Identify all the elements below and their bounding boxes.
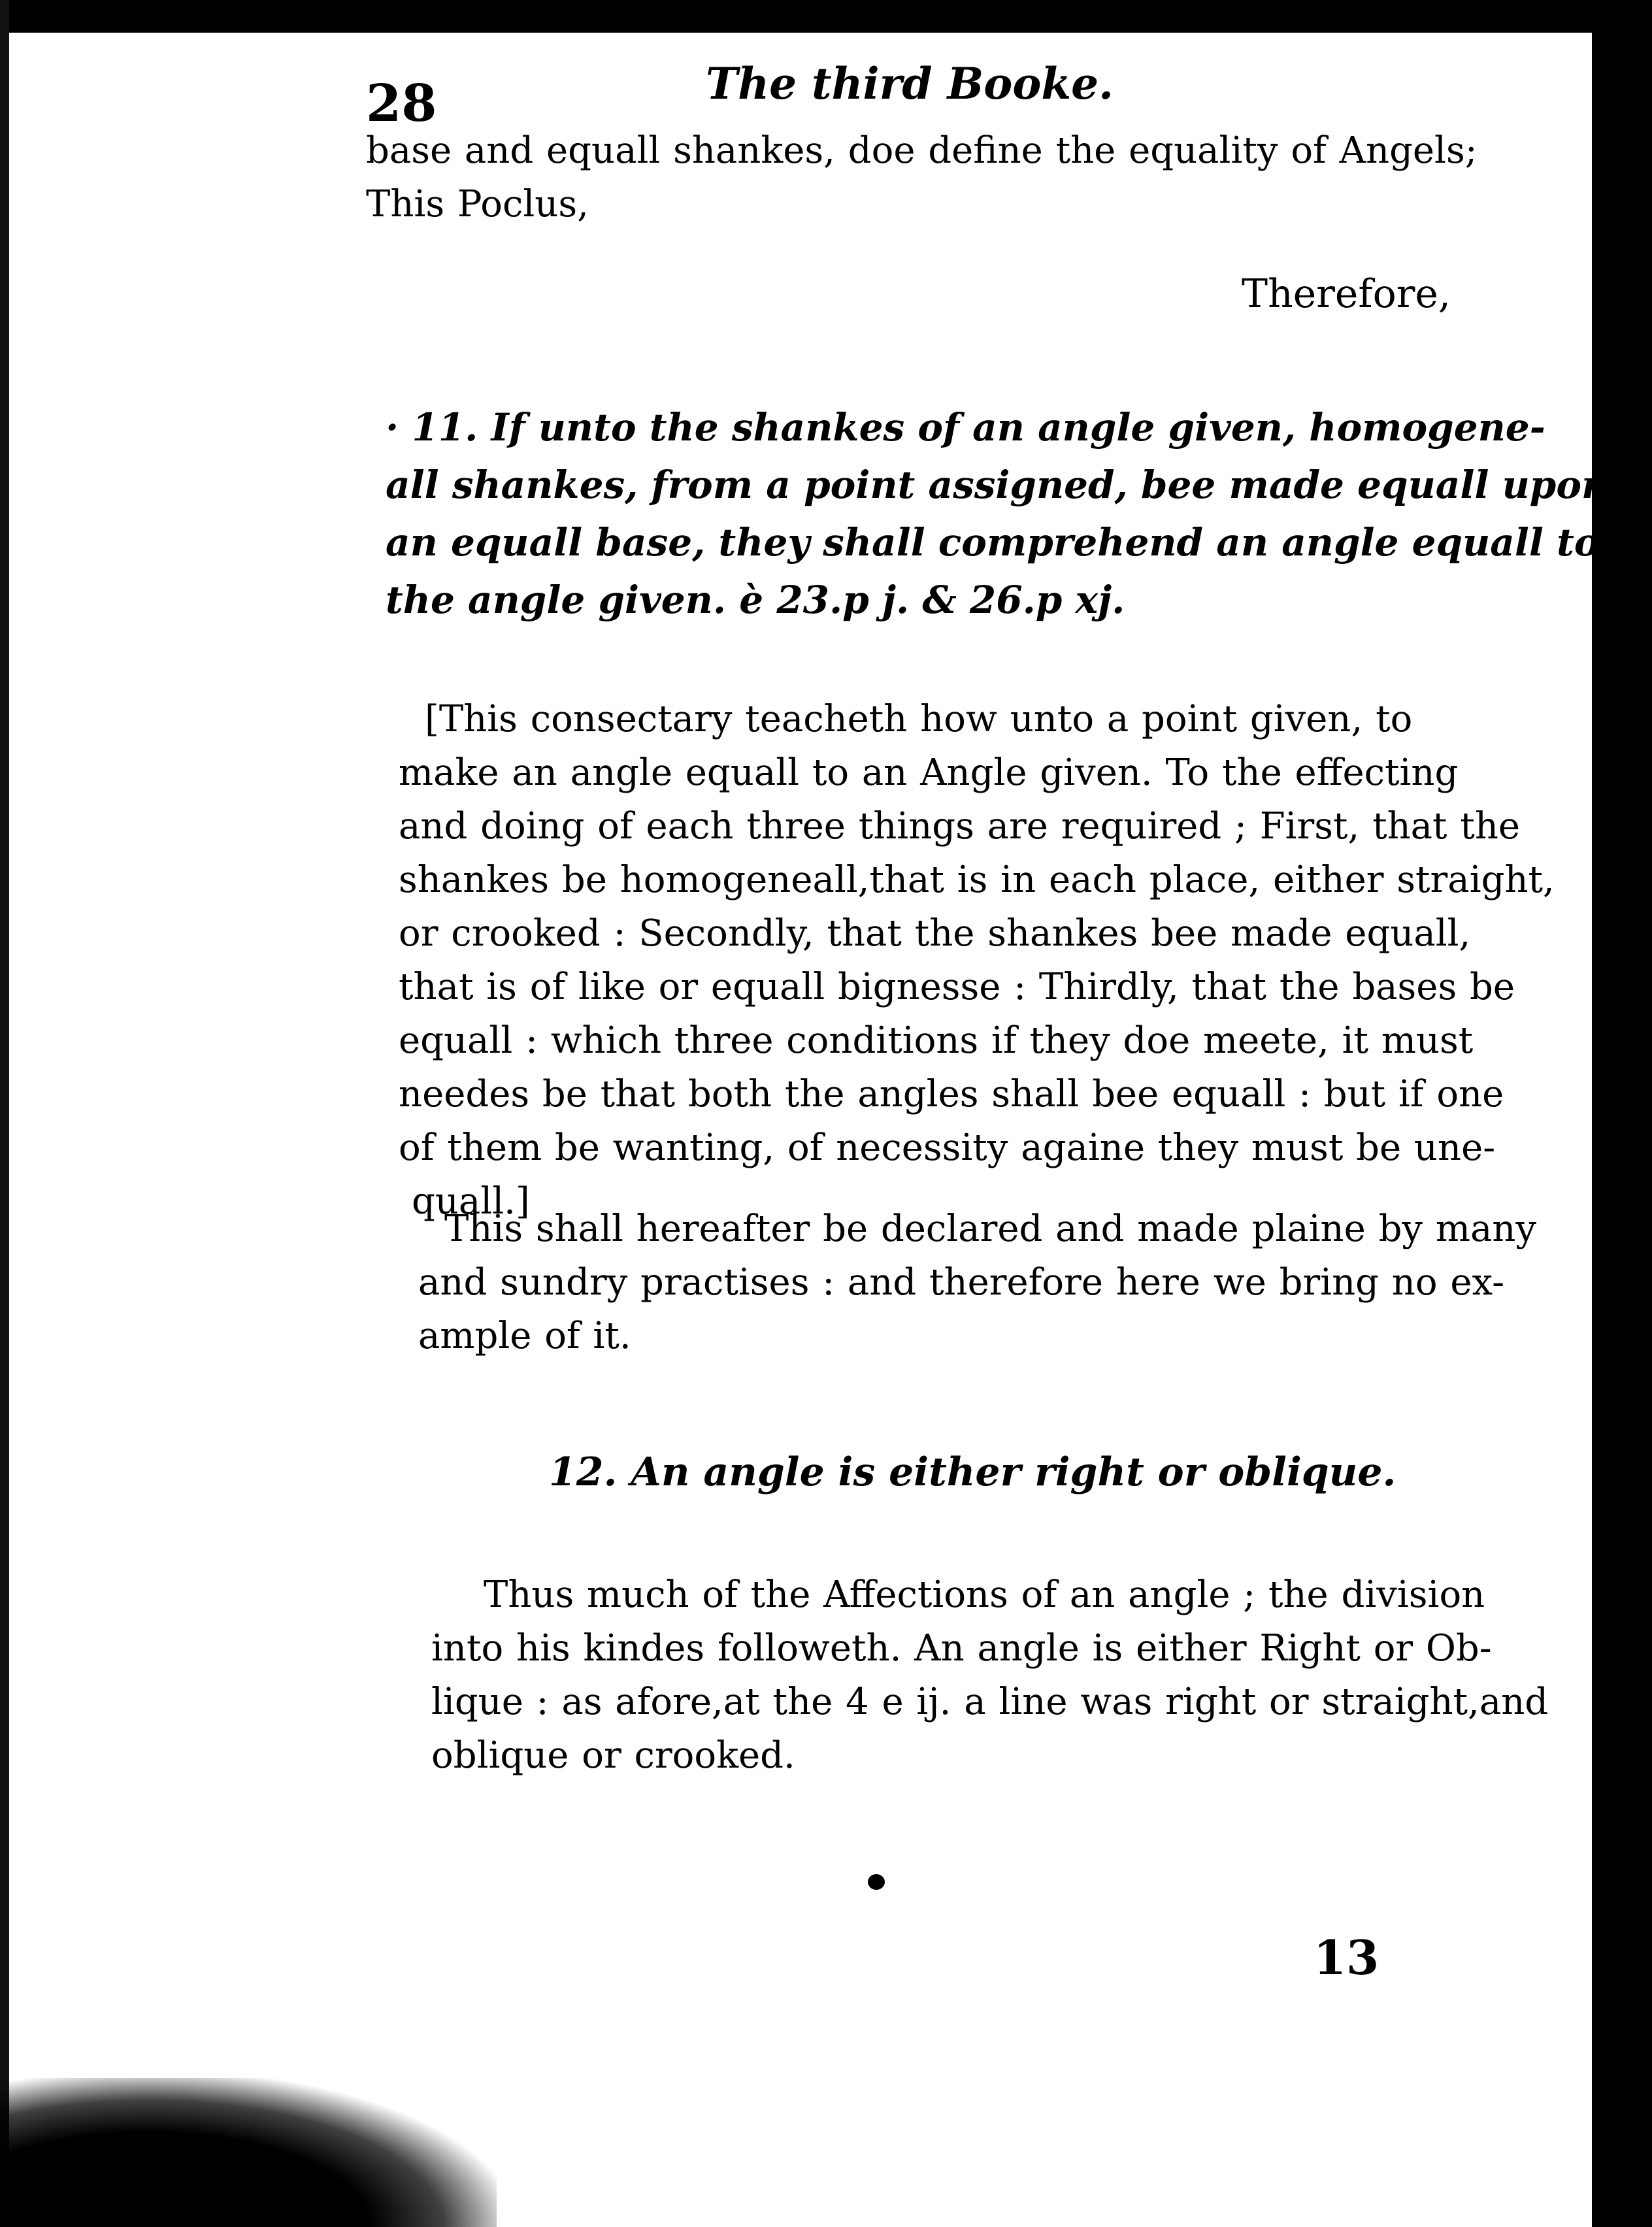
intro-paragraph [366,124,1477,231]
text-line: or crooked : Secondly, that the shankes bee made equall, [399,912,1471,955]
text-line: base and equall shankes, doe define the equality of Angels; [366,129,1478,172]
text-line: that is of like or equall bignesse : Thirdly, that the bases be [399,966,1515,1008]
consectary-line: the angle given. è 23.p j. & 26.p xj. [386,578,1125,622]
consectary-line: · 11. If unto the shankes of an angle given, homogene- [386,405,1545,450]
signature-mark: 13 [1313,1930,1379,1985]
element-12-heading: 12. An angle is either right or oblique. [549,1449,1396,1495]
page-number: 28 [366,74,437,133]
therefore-line: Therefore, [1242,271,1451,317]
ink-dot [868,1874,885,1890]
text-line: This Poclus, [366,183,589,225]
text-line: needes be that both the angles shall bee equall : but if one [399,1073,1504,1115]
text-line: ample of it. [418,1315,631,1357]
text-line: lique : as afore,at the 4 e ij. a line was right or straight,and [431,1681,1549,1723]
text-line: of them be wanting, of necessity againe they must be une- [399,1127,1496,1169]
consectary-line: an equall base, they shall comprehend an angle equall to [386,520,1600,565]
text-line: [This consectary teacheth how unto a point given, to [425,698,1413,740]
text-line: Thus much of the Affections of an angle ; the division [484,1574,1485,1616]
running-head: The third Booke. [706,58,1114,109]
text-line: and sundry practises : and therefore here we bring no ex- [418,1261,1505,1304]
text-line: make an angle equall to an Angle given. To the effecting [399,751,1459,794]
consectary-line: all shankes, from a point assigned, bee made equall upon [386,463,1610,507]
text-line: into his kindes followeth. An angle is either Right or Ob- [431,1627,1492,1670]
practise-paragraph [418,1202,1537,1363]
text-line: shankes be homogeneall,that is in each place, either straight, [399,859,1555,901]
consectary-11 [386,399,1610,629]
text-line: This shall hereafter be declared and made plaine by many [444,1208,1537,1250]
text-line: and doing of each three things are required ; First, that the [399,805,1521,848]
text-line: oblique or crooked. [431,1734,795,1777]
division-paragraph [431,1568,1549,1783]
text-line: quall.] [412,1180,530,1223]
text-line: equall : which three conditions if they doe meete, it must [399,1019,1474,1062]
